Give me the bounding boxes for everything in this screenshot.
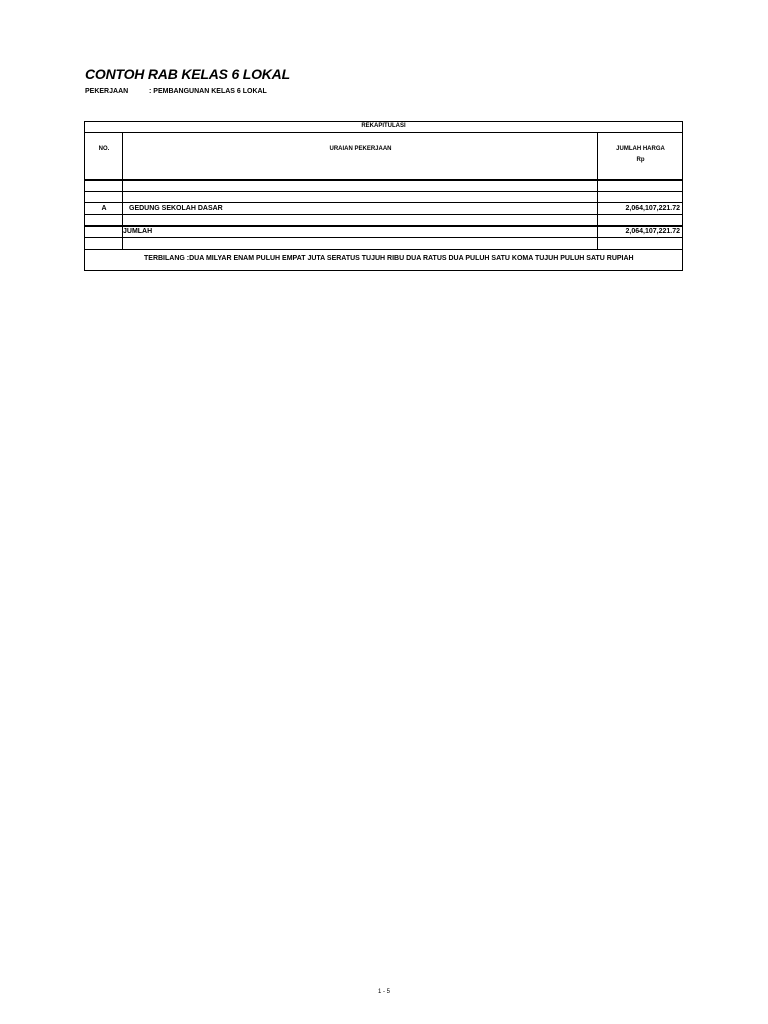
- row-amount: 2,064,107,221.72: [625, 205, 680, 212]
- divider: [85, 225, 682, 227]
- divider: [85, 214, 682, 215]
- row-description: GEDUNG SEKOLAH DASAR: [129, 205, 223, 212]
- column-divider: [122, 132, 123, 249]
- document-title: CONTOH RAB KELAS 6 LOKAL: [85, 66, 290, 82]
- divider: [85, 132, 682, 133]
- header-no: NO.: [98, 146, 110, 152]
- column-divider: [597, 132, 598, 249]
- project-value: : PEMBANGUNAN KELAS 6 LOKAL: [149, 88, 267, 95]
- project-label: PEKERJAAN: [85, 88, 129, 95]
- divider: [85, 191, 682, 192]
- sum-amount: 2,064,107,221.72: [625, 228, 680, 235]
- spelled-amount: TERBILANG :DUA MILYAR ENAM PULUH EMPAT JUTA SERATUS TUJUH RIBU DUA RATUS DUA PULUH SATU KOMA TUJUH PULUH SATU RUPIAH: [144, 255, 634, 262]
- row-no: A: [101, 205, 107, 212]
- header-total: JUMLAH HARGA: [616, 146, 665, 152]
- divider: [85, 202, 682, 203]
- sum-label: JUMLAH: [123, 228, 153, 235]
- recap-table: [84, 121, 683, 271]
- project-line: [85, 88, 267, 95]
- table-heading: REKAPITULASI: [361, 123, 406, 129]
- divider: [85, 237, 682, 238]
- page-number: 1 - 5: [377, 989, 390, 995]
- divider: [85, 179, 682, 181]
- divider: [85, 249, 682, 250]
- header-total-unit: Rp: [636, 157, 645, 163]
- header-description: URAIAN PEKERJAAN: [329, 146, 392, 152]
